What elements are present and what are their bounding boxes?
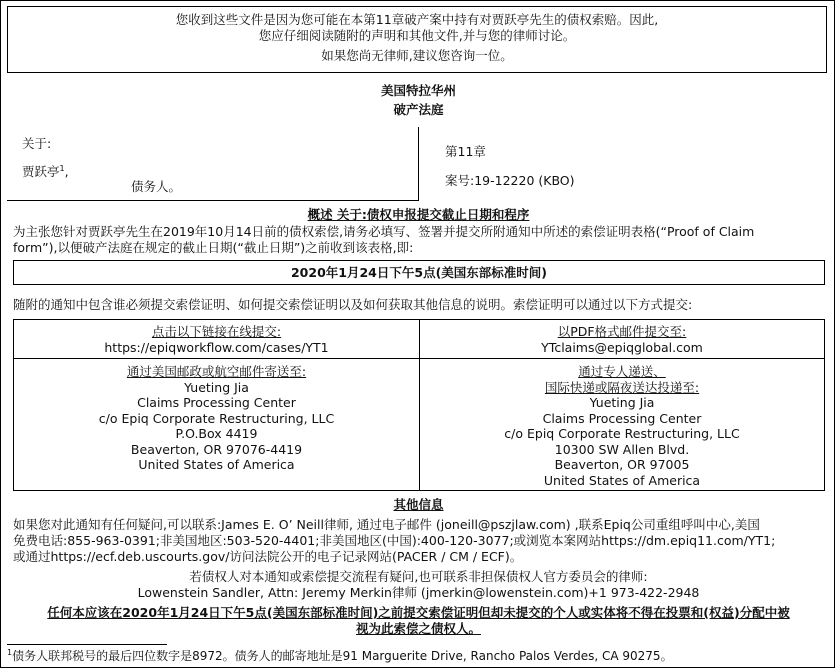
intro-line-2: form”),以便破产法庭在规定的截止日期(“截止日期”)之前收到该表格,即: [13,240,414,255]
debtor-name: 贾跃亭$^1$, [22,163,69,179]
mail-address-line: P.O.Box 4419 [175,426,258,441]
courier-submission-cell [420,364,824,488]
mail-address-line: Claims Processing Center [137,395,296,410]
table-horizontal-divider [14,358,824,359]
mail-address-line: c/o Epiq Corporate Restructuring, LLC [98,410,335,426]
online-submission-label: 点击以下链接在线提交: [151,324,282,339]
notice-line-1: 您收到这些文件是因为您可能在本第11章破产案中持有对贾跃亭先生的债权索赔。因此, [175,12,659,27]
mail-address-line: Yueting Jia [184,379,249,395]
case-caption [7,127,419,201]
court-name: 破产法庭 [393,102,444,117]
final-warning-line-1: 任何本应该在2020年1月24日下午5点(美国东部标准时间)之前提交索偿证明但却未提交的个人或实体将不得在投票和(权益)分配中被 [47,605,790,620]
important-notice-box [7,6,827,73]
other-info-line-2: 免费电话:855-963-0391;非美国地区:503-520-4401;非美国地区(中国):400-120-3077;或浏览本案网站https://dm.epiq11.com/YT1; [13,533,776,548]
submission-methods-table [13,319,825,491]
email-submission-address[interactable]: YTclaims@epiqglobal.com [541,339,703,355]
courier-address-line: 10300 SW Allen Blvd. [554,441,690,457]
online-submission-link[interactable]: https://epiqworkflow.com/cases/YT1 [104,339,329,355]
courier-address-line: c/o Epiq Corporate Restructuring, LLC [504,426,740,441]
intro-line-1: 为主张您针对贾跃亭先生在2019年10月14日前的债权索偿,请务必填写、签署并提交所附通知中所述的索偿证明表格(“Proof of Claim [13,224,755,239]
notice-line-3: 如果您尚无律师,建议您咨询一位。 [321,48,513,63]
footnote-rule [7,644,167,645]
courier-address-line: Yueting Jia [589,395,655,410]
chapter-label: 第11章 [445,144,486,159]
footnote: $^1$债务人联邦税号的最后四位数字是8972。债务人的邮寄地址是91 Marguerite Drive, Rancho Palos Verdes, CA 90275。 [7,648,673,663]
courier-submission-label-2: 国际快递或隔夜送达投递至: [544,379,700,395]
courier-address-line: United States of America [543,472,701,488]
other-info-line-1: 如果您对此通知有任何疑问,可以联系:James E. O’ Neill律师, 通过电子邮件 (joneill@pszjlaw.com) ,联系Epiq公司重组呼叫中心,美国 [13,517,760,532]
final-warning-line-2: 视为此索偿之债权人。 [355,621,481,636]
other-info-line-3: 或通过https://ecf.deb.uscourts.gov/访问法院公开的电子记录网站(PACER / CM / ECF)。 [13,549,523,564]
courier-address-line: Beaverton, OR 97005 [554,457,690,472]
notice-line-2: 您应仔细阅读随附的声明和其他文件,并与您的律师讨论。 [258,27,576,43]
deadline-box: 2020年1月24日下午5点(美国东部标准时间) [13,260,825,285]
debtor-label: 债务人。 [131,179,182,194]
methods-intro: 随附的通知中包含谁必须提交索偿证明、如何提交索偿证明以及如何获取其他信息的说明。索偿证明可以通过以下方式提交: [13,297,693,312]
case-number: 案号:19-12220 (KBO) [445,173,575,188]
email-submission-label: 以PDF格式邮件提交至: [557,324,687,339]
mail-submission-label: 通过美国邮政或航空邮件寄送至: [126,364,307,379]
committee-line-1: 若债权人对本通知或索偿提交流程有疑问,也可联系非担保债权人官方委员会的律师: [189,569,648,584]
caption-re: 关于: [22,136,52,151]
mail-submission-cell [14,364,419,473]
other-info-heading: 其他信息 [393,497,444,512]
court-district: 美国特拉华州 [380,83,456,98]
summary-heading: 概述 关于:债权申报提交截止日期和程序 [307,207,530,222]
mail-address-line: Beaverton, OR 97076-4419 [130,441,303,457]
courier-submission-label-1: 通过专人递送、 [578,364,666,379]
email-submission-cell [420,324,824,355]
mail-address-line: United States of America [138,457,295,472]
online-submission-cell [14,324,419,355]
committee-line-2: Lowenstein Sandler, Attn: Jeremy Merkin律师 (jmerkin@lowenstein.com)+1 973-422-2948 [137,585,700,600]
courier-address-line: Claims Processing Center [542,410,702,426]
